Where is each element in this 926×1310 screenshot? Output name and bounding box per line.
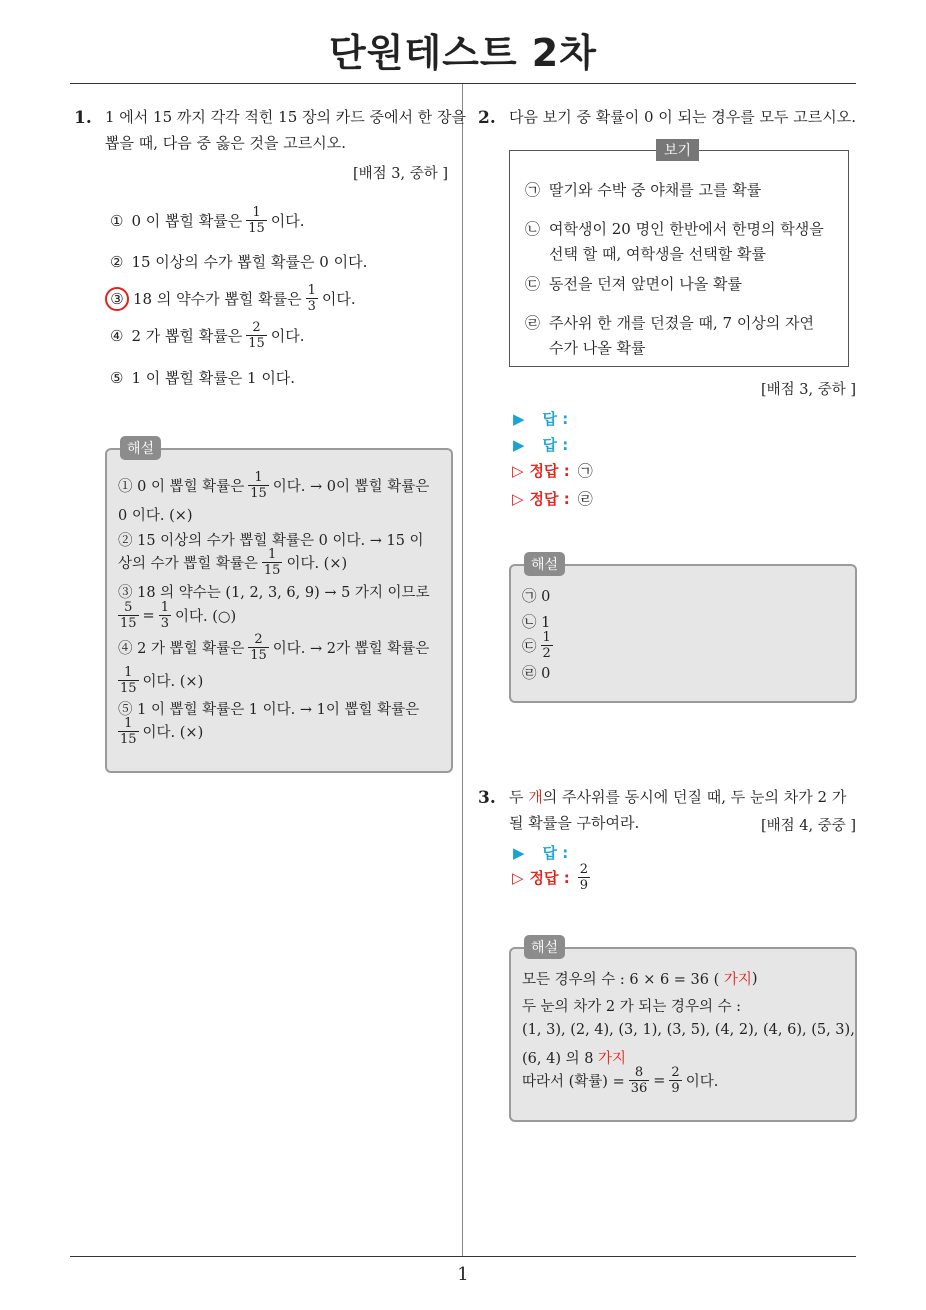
q1-expl-l8-fraction <box>118 665 139 696</box>
question-2-answer-2[interactable] <box>513 434 568 455</box>
q3-expl-l5-den2: 9 <box>671 1081 680 1096</box>
q1-expl-line-3: ② 15 이상의 수가 뽑힐 확률은 0 이다. → 15 이 <box>118 533 424 549</box>
q1-expl-l10-num: 1 <box>124 716 133 731</box>
q3-expl-l1a: 모든 경우의 수 : 6 × 6 = 36 ( <box>522 972 720 988</box>
play-arrow-icon: ▶ <box>513 843 525 862</box>
play-arrow-icon: ▶ <box>513 435 525 454</box>
question-2-score: [배점 3, 중하 ] <box>760 382 856 398</box>
question-1-option-5[interactable] <box>110 367 295 388</box>
bogi-item-2 <box>525 217 824 267</box>
correct-value-2: ㉣ <box>577 490 593 508</box>
question-2-correct-1 <box>512 460 593 481</box>
q3-correct-fraction <box>578 862 590 893</box>
bogi-item-2-symbol: ㉡ <box>525 220 541 238</box>
question-1-option-4[interactable] <box>110 320 305 351</box>
option-1-suffix: 이다. <box>270 212 305 230</box>
q3-text-red: 개 <box>528 788 543 806</box>
option-3-denominator: 3 <box>307 299 316 314</box>
q2-expl-l3-den: 2 <box>542 646 551 661</box>
q1-expl-l7a: ④ 2 가 뽑힐 확률은 <box>118 641 245 657</box>
bogi-item-4 <box>525 311 814 361</box>
q3-expl-line-5 <box>522 1065 718 1096</box>
q3-expl-l5-equals: = <box>653 1072 666 1089</box>
q1-expl-l10b: 이다. (×) <box>142 725 204 741</box>
option-4-symbol: ④ <box>110 326 124 345</box>
bogi-item-3-line1: 동전을 던져 앞면이 나올 확률 <box>549 275 742 293</box>
q3-expl-line-2: 두 눈의 차가 2 가 되는 경우의 수 : <box>522 999 742 1015</box>
q2-expl-line-3 <box>522 630 557 661</box>
option-1-numerator: 1 <box>252 205 261 220</box>
q2-expl-line-1: ㉠ 0 <box>522 589 551 605</box>
q1-expl-line-5: ③ 18 의 약수는 (1, 2, 3, 6, 9) → 5 가지 이므로 <box>118 585 430 601</box>
option-3-numerator: 1 <box>307 283 316 298</box>
q1-expl-l6-fraction-1 <box>118 600 139 631</box>
q3-expl-l5-num2: 2 <box>671 1065 680 1080</box>
question-1-explanation-tag: 해설 <box>120 436 161 460</box>
column-divider <box>462 84 463 1256</box>
bogi-item-3 <box>525 272 742 297</box>
answer-label-1: 답 : <box>542 410 569 428</box>
q1-expl-l4-num: 1 <box>268 547 277 562</box>
bogi-item-2-line1: 여학생이 20 명인 한반에서 한명의 학생을 <box>549 220 824 238</box>
q1-expl-l1b: 이다. → 0이 뽑힐 확률은 <box>272 479 430 495</box>
q3-correct-num: 2 <box>579 862 589 877</box>
q3-correct-den: 9 <box>579 878 589 893</box>
question-1-option-1[interactable] <box>110 205 305 236</box>
question-2-text: 다음 보기 중 확률이 0 이 되는 경우를 모두 고르시오. <box>509 108 857 126</box>
q3-expl-line-1 <box>522 968 758 989</box>
q1-expl-l1a: ① 0 이 뽑힐 확률은 <box>118 479 245 495</box>
question-2-explanation-tag: 해설 <box>524 552 565 576</box>
q1-expl-l6-den1: 15 <box>120 616 137 631</box>
q1-expl-l6-fraction-2 <box>159 600 171 631</box>
question-2-answer-1[interactable] <box>513 408 568 429</box>
answer-label-3: 답 : <box>542 844 569 862</box>
q1-expl-l7b: 이다. → 2가 뽑힐 확률은 <box>272 641 430 657</box>
option-3-fraction <box>306 283 318 314</box>
q1-expl-line-10 <box>114 716 203 747</box>
correct-label-2: 정답 : <box>529 490 570 508</box>
q1-expl-l7-den: 15 <box>250 648 267 663</box>
option-3-suffix: 이다. <box>321 290 356 308</box>
q1-expl-l6-num2: 1 <box>160 600 169 615</box>
q1-expl-l4-fraction <box>262 547 283 578</box>
q1-expl-l8b: 이다. (×) <box>142 674 204 690</box>
q2-expl-line-2: ㉡ 1 <box>522 615 551 631</box>
hollow-arrow-icon: ▷ <box>512 489 524 508</box>
q1-expl-l8-den: 15 <box>120 681 137 696</box>
option-4-fraction <box>246 320 267 351</box>
q1-expl-l6-equals: = <box>142 607 155 624</box>
bogi-item-4-line1: 주사위 한 개를 던졌을 때, 7 이상의 자연 <box>549 314 815 332</box>
q3-expl-l5-fraction-2 <box>669 1065 681 1096</box>
q1-expl-line-8 <box>114 665 203 696</box>
question-1-option-3[interactable] <box>110 283 356 314</box>
q1-expl-line-1 <box>118 470 429 501</box>
option-2-symbol: ② <box>110 252 124 271</box>
q3-text-post: 의 주사위를 동시에 던질 때, 두 눈의 차가 2 가 <box>542 788 847 806</box>
q2-expl-l3-fraction <box>541 630 553 661</box>
option-4-suffix: 이다. <box>270 327 305 345</box>
q1-expl-line-6 <box>114 600 236 631</box>
bogi-item-4-line2: 수가 나올 확률 <box>549 339 646 357</box>
q1-expl-l4a: 상의 수가 뽑힐 확률은 <box>118 556 258 572</box>
question-1-text-line2: 뽑을 때, 다음 중 옳은 것을 고르시오. <box>105 134 347 152</box>
q2-expl-l3-symbol: ㉢ <box>522 639 537 655</box>
correct-value-1: ㉠ <box>577 462 593 480</box>
q1-expl-l1-num: 1 <box>254 470 263 485</box>
bogi-item-3-symbol: ㉢ <box>525 275 541 293</box>
question-2-number: 2. <box>478 108 496 128</box>
question-1-score: [배점 3, 중하 ] <box>352 166 448 182</box>
bogi-item-2-line2: 선택 할 때, 여학생을 선택할 확률 <box>549 245 766 263</box>
page-number: 1 <box>457 1264 469 1285</box>
bottom-divider <box>70 1256 856 1257</box>
q3-expl-l5b: 이다. <box>685 1074 719 1090</box>
q1-expl-l1-den: 15 <box>250 486 267 501</box>
q1-expl-line-4 <box>118 547 347 578</box>
q1-expl-l8-num: 1 <box>124 665 133 680</box>
hollow-arrow-icon: ▷ <box>512 868 524 887</box>
q1-expl-l7-fraction <box>248 632 269 663</box>
q3-expl-l4-red: 가지 <box>598 1051 627 1067</box>
option-5-text: 1 이 뽑힐 확률은 1 이다. <box>131 369 296 387</box>
question-3-text-line2: 될 확률을 구하여라. <box>509 814 640 832</box>
selected-circle-mark: ③ <box>105 287 129 311</box>
q3-expl-line-3: (1, 3), (2, 4), (3, 1), (3, 5), (4, 2), (4, 6), (5, 3), <box>522 1022 855 1038</box>
correct-label-3: 정답 : <box>529 869 570 887</box>
bogi-label: 보기 <box>656 139 699 161</box>
hollow-arrow-icon: ▷ <box>512 461 524 480</box>
option-1-text: 0 이 뽑힐 확률은 <box>131 212 243 230</box>
answer-label-2: 답 : <box>542 436 569 454</box>
q2-expl-line-4: ㉣ 0 <box>522 666 551 682</box>
q3-expl-l5-num1: 8 <box>634 1065 644 1080</box>
option-3-text: 18 의 약수가 뽑힐 확률은 <box>133 290 302 308</box>
question-1-number: 1. <box>74 108 92 128</box>
question-1-option-2[interactable] <box>110 251 367 272</box>
option-4-denominator: 15 <box>248 336 265 351</box>
q1-expl-line-9: ⑤ 1 이 뽑힐 확률은 1 이다. → 1이 뽑힐 확률은 <box>118 702 420 718</box>
q1-expl-l1-fraction <box>248 470 269 501</box>
option-5-symbol: ⑤ <box>110 368 124 387</box>
bogi-item-1-line1: 딸기와 수박 중 야채를 고를 확률 <box>549 181 762 199</box>
q1-expl-line-7 <box>118 632 429 663</box>
option-1-denominator: 15 <box>248 221 265 236</box>
option-4-numerator: 2 <box>252 320 261 335</box>
bogi-item-4-symbol: ㉣ <box>525 314 541 332</box>
q1-expl-l7-num: 2 <box>254 632 263 647</box>
question-2-correct-2 <box>512 488 593 509</box>
bogi-item-1-symbol: ㉠ <box>525 181 541 199</box>
option-2-text: 15 이상의 수가 뽑힐 확률은 0 이다. <box>131 253 368 271</box>
question-2-explanation-box <box>509 564 857 703</box>
top-divider <box>70 83 856 84</box>
play-arrow-icon: ▶ <box>513 409 525 428</box>
question-3-correct <box>512 862 594 893</box>
q3-expl-l1-red: 가지 <box>723 972 752 988</box>
q1-expl-l6-den2: 3 <box>160 616 169 631</box>
q3-expl-l5a: 따라서 (확률) = <box>522 1074 625 1090</box>
question-3-explanation-tag: 해설 <box>524 935 565 959</box>
q3-expl-l5-fraction-1 <box>629 1065 650 1096</box>
q1-expl-l4-den: 15 <box>263 563 281 578</box>
question-1-text-line1: 1 에서 15 까지 각각 적힌 15 장의 카드 중에서 한 장을 <box>105 108 466 126</box>
question-3-text-line1 <box>509 784 846 810</box>
page-title: 단원테스트 2차 <box>329 31 597 75</box>
q1-expl-l10-fraction <box>118 716 139 747</box>
question-3-number: 3. <box>478 788 496 808</box>
q3-expl-l4a: (6, 4) 의 8 <box>522 1051 594 1067</box>
option-4-text: 2 가 뽑힐 확률은 <box>131 327 243 345</box>
question-3-score: [배점 4, 중중 ] <box>760 818 856 834</box>
correct-label-1: 정답 : <box>529 462 570 480</box>
q3-expl-l5-den1: 36 <box>630 1081 648 1096</box>
q2-expl-l3-num: 1 <box>542 630 551 645</box>
option-1-fraction <box>246 205 267 236</box>
q1-expl-l6b: 이다. (○) <box>174 609 237 625</box>
question-3-answer[interactable] <box>513 842 568 863</box>
q1-expl-l10-den: 15 <box>120 732 137 747</box>
q3-expl-l1b: ) <box>751 970 758 987</box>
option-1-symbol: ① <box>110 211 124 230</box>
q1-expl-l6-num1: 5 <box>124 600 133 615</box>
bogi-item-1 <box>525 178 761 203</box>
q1-expl-l4b: 이다. (×) <box>286 556 348 572</box>
q3-text-pre: 두 <box>509 788 524 806</box>
q1-expl-line-2: 0 이다. (×) <box>118 508 193 524</box>
